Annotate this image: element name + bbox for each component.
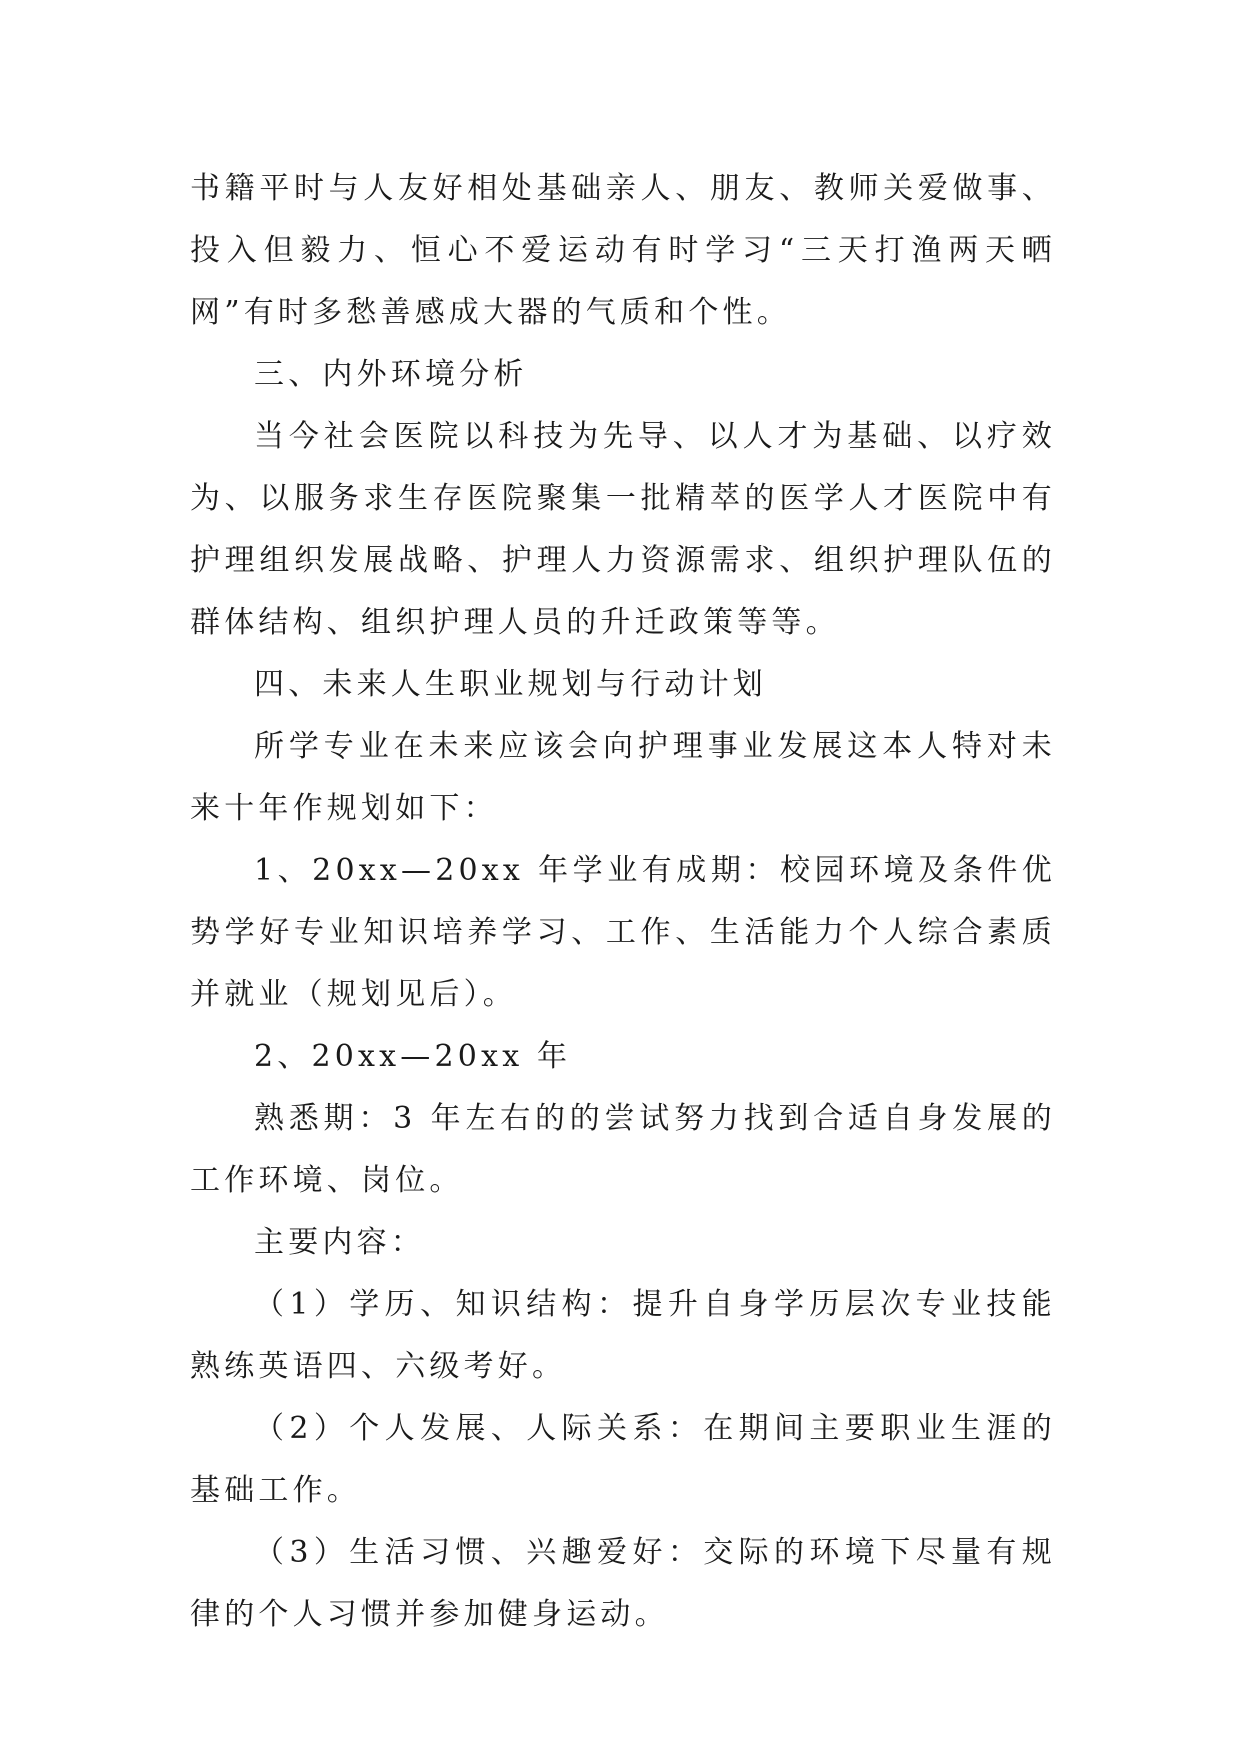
paragraph-personality: 书籍平时与人友好相处基础亲人、朋友、教师关爱做事、投入但毅力、恒心不爱运动有时学习“三天打渔两天晒网”有时多愁善感成大器的气质和个性。 xyxy=(190,171,1056,330)
list-item-phase-1: 1、20xx—20xx 年学业有成期：校园环境及条件优势学好专业知识培养学习、工作、生活能力个人综合素质并就业（规划见后）。 xyxy=(190,853,1056,1012)
document-body xyxy=(190,158,1056,1646)
paragraph-familiarization: 熟悉期：3 年左右的的尝试努力找到合适自身发展的工作环境、岗位。 xyxy=(190,1101,1056,1198)
subheading-main-content: 主要内容： xyxy=(254,1225,425,1260)
paragraph-plan-intro: 所学专业在未来应该会向护理事业发展这本人特对未来十年作规划如下： xyxy=(190,729,1056,826)
list-item-development: （2）个人发展、人际关系：在期间主要职业生涯的基础工作。 xyxy=(190,1411,1056,1508)
heading-environment-analysis: 三、内外环境分析 xyxy=(254,357,528,392)
paragraph-environment: 当今社会医院以科技为先导、以人才为基础、以疗效为、以服务求生存医院聚集一批精萃的医学人才医院中有护理组织发展战略、护理人力资源需求、组织护理队伍的群体结构、组织护理人员的升迁政策等等。 xyxy=(190,419,1056,640)
heading-career-plan: 四、未来人生职业规划与行动计划 xyxy=(254,667,767,702)
list-item-habits: （3）生活习惯、兴趣爱好：交际的环境下尽量有规律的个人习惯并参加健身运动。 xyxy=(190,1535,1056,1632)
list-item-phase-2: 2、20xx—20xx 年 xyxy=(254,1039,572,1074)
list-item-education: （1）学历、知识结构：提升自身学历层次专业技能熟练英语四、六级考好。 xyxy=(190,1287,1056,1384)
